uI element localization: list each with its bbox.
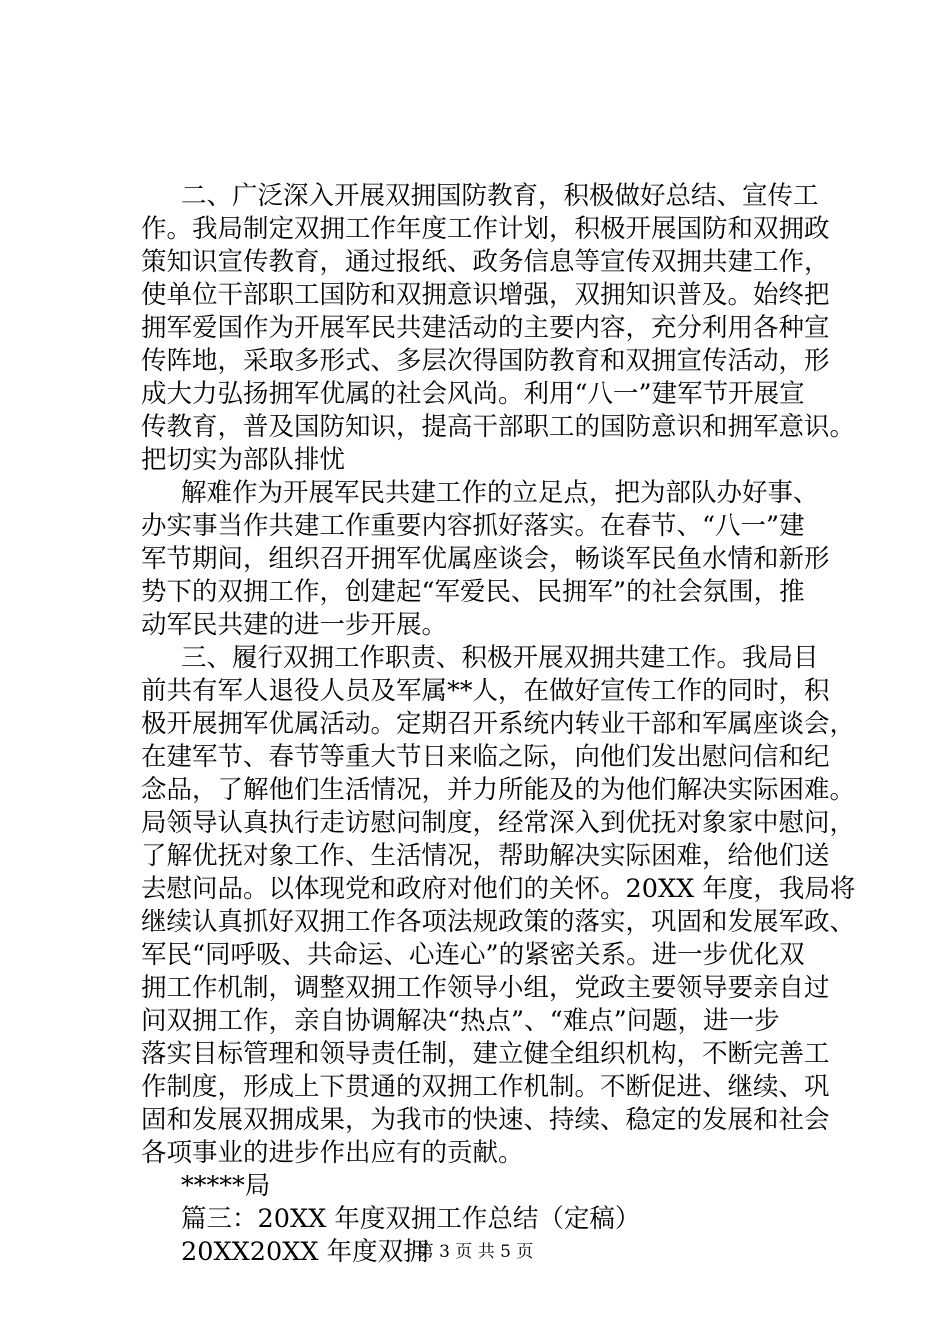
- text-line: 传教育，普及国防知识，提高干部职工的国防意识和拥军意识。: [141, 412, 856, 442]
- text-line: 使单位干部职工国防和双拥意识增强，双拥知识普及。始终把: [141, 280, 830, 310]
- text-line: 把切实为部队排忧: [141, 445, 346, 475]
- text-line: 在建军节、春节等重大节日来临之际，向他们发出慰问信和纪: [141, 742, 830, 772]
- text-line: 成大力弘扬拥军优属的社会风尚。利用“八一”建军节开展宣: [141, 379, 805, 409]
- text-line: 策知识宣传教育，通过报纸、政务信息等宣传双拥共建工作，: [141, 247, 830, 277]
- text-line: 念品，了解他们生活情况，并力所能及的为他们解决实际困难。: [141, 775, 856, 805]
- text-line: 传阵地，采取多形式、多层次得国防教育和双拥宣传活动，形: [141, 346, 830, 376]
- page-number-footer: 第 3 页 共 5 页: [416, 1242, 534, 1262]
- text-line: 前共有军人退役人员及军属**人，在做好宣传工作的同时，积: [141, 676, 830, 706]
- signature-line: *****局: [181, 1171, 271, 1201]
- text-line: 固和发展双拥成果，为我市的快速、持续、稳定的发展和社会: [141, 1105, 830, 1135]
- text-line: 了解优抚对象工作、生活情况，帮助解决实际困难，给他们送: [141, 841, 830, 871]
- text-line: 极开展拥军优属活动。定期召开系统内转业干部和军属座谈会，: [141, 709, 856, 739]
- text-line: 二、广泛深入开展双拥国防教育，积极做好总结、宣传工: [181, 181, 819, 211]
- text-line: 军民“同呼吸、共命运、心连心”的紧密关系。进一步优化双: [141, 940, 805, 970]
- text-line: 拥工作机制，调整双拥工作领导小组，党政主要领导要亲自过: [141, 973, 830, 1003]
- text-line: 办实事当作共建工作重要内容抓好落实。在春节、“八一”建: [141, 511, 805, 541]
- text-line: 继续认真抓好双拥工作各项法规政策的落实，巩固和发展军政、: [141, 907, 856, 937]
- text-line: 落实目标管理和领导责任制，建立健全组织机构，不断完善工: [141, 1039, 830, 1069]
- text-line: 局领导认真执行走访慰问制度，经常深入到优抚对象家中慰问，: [141, 808, 856, 838]
- text-line: 作制度，形成上下贯通的双拥工作机制。不断促进、继续、巩: [141, 1072, 830, 1102]
- text-line: 动军民共建的进一步开展。: [141, 610, 448, 640]
- text-line: 问双拥工作，亲自协调解决“热点”、“难点”问题，进一步: [141, 1006, 780, 1036]
- text-line: 去慰问品。以体现党和政府对他们的关怀。20XX 年度，我局将: [141, 874, 856, 904]
- text-line: 各项事业的进步作出应有的贡献。: [141, 1138, 524, 1168]
- section-heading: 篇三：20XX 年度双拥工作总结（定稿）: [181, 1204, 641, 1234]
- text-line: 三、履行双拥工作职责、积极开展双拥共建工作。我局目: [181, 643, 819, 673]
- text-line: 势下的双拥工作，创建起“军爱民、民拥军”的社会氛围，推: [141, 577, 805, 607]
- text-line: 拥军爱国作为开展军民共建活动的主要内容，充分利用各种宣: [141, 313, 830, 343]
- text-line: 军节期间，组织召开拥军优属座谈会，畅谈军民鱼水情和新形: [141, 544, 830, 574]
- text-line: 作。我局制定双拥工作年度工作计划，积极开展国防和双拥政: [141, 214, 830, 244]
- text-line: 解难作为开展军民共建工作的立足点，把为部队办好事、: [181, 478, 819, 508]
- text-line: 20XX20XX 年度双拥: [181, 1237, 429, 1267]
